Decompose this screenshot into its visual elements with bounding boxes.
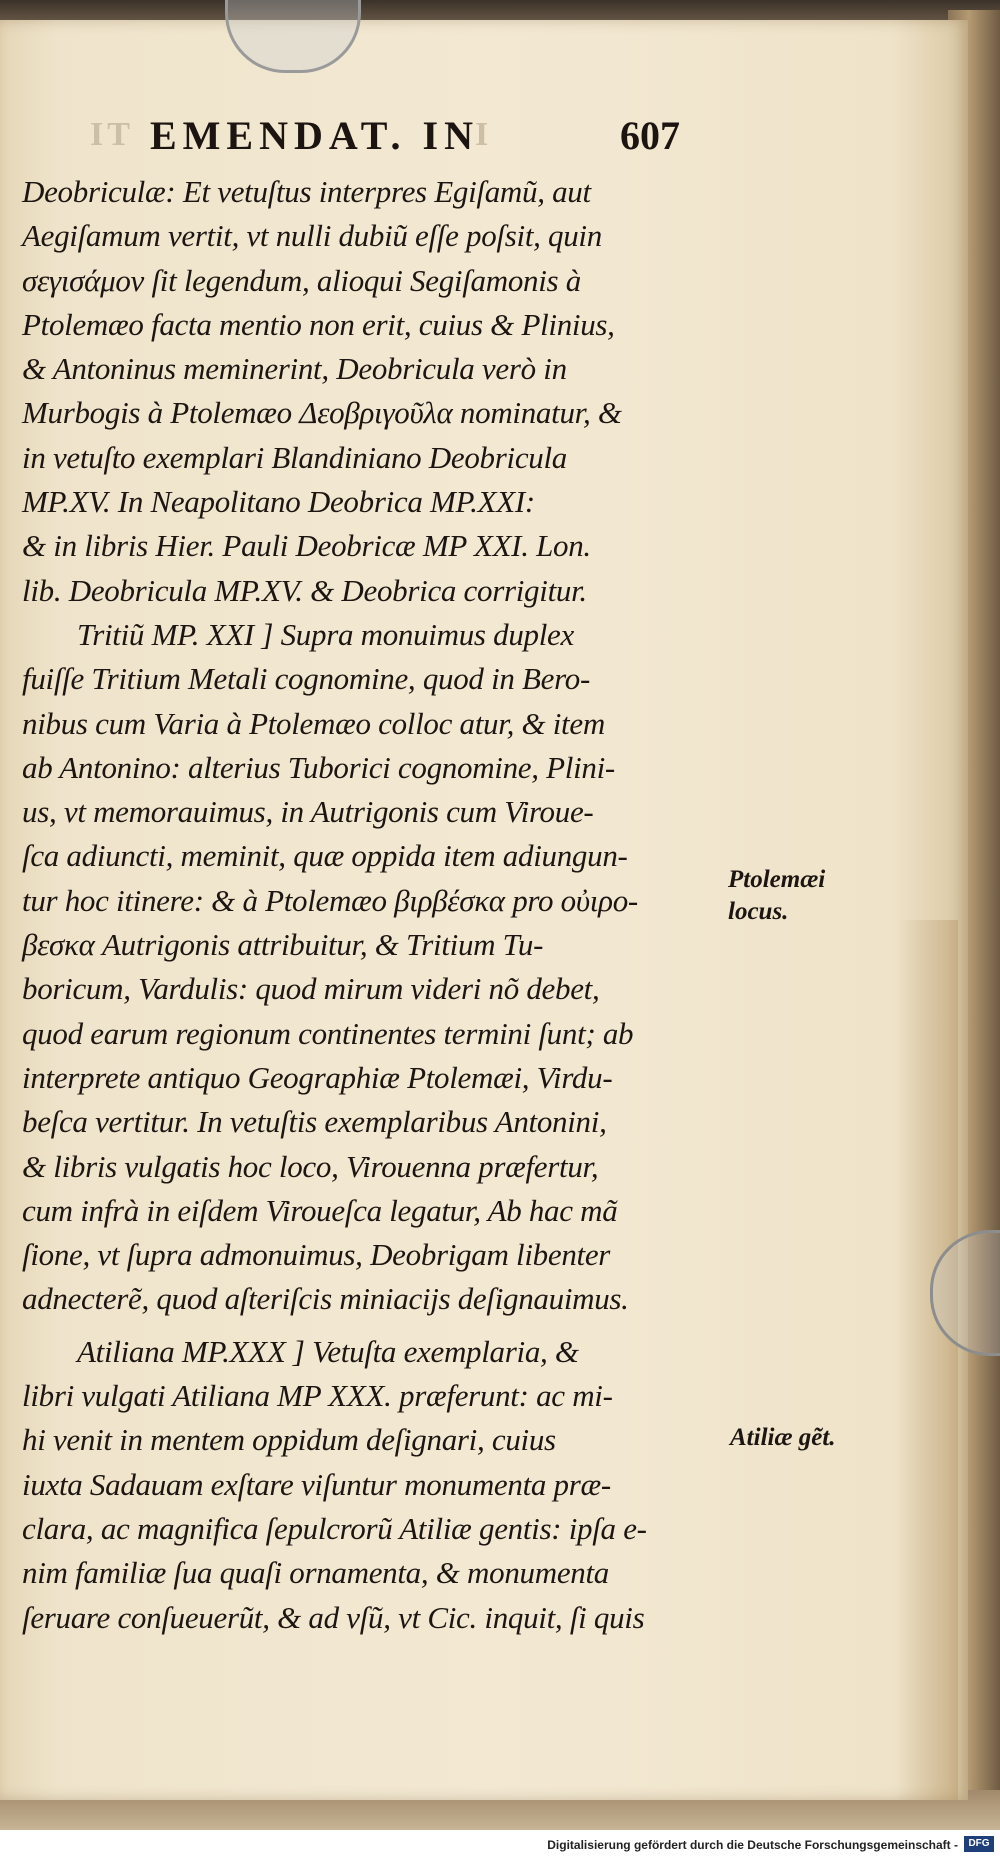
text-line: us, vt memorauimus, in Autrigonis cum Viroue- [22,794,594,830]
text-line: hi venit in mentem oppidum deſignari, cuius [22,1422,556,1458]
text-line: Tritiũ MP. XXI ] Supra monuimus duplex [77,616,574,652]
body-text [22,170,712,1640]
margin-note-line: Atiliæ gẽt. [730,1424,836,1451]
text-line: lib. Deobricula MP.XV. & Deobrica corrigitur. [22,572,587,608]
text-line: βεσκα Autrigonis attribuitur, & Tritium Tu- [22,927,544,963]
funding-credit: Digitalisierung gefördert durch die Deutsche Forschungsgemeinschaft - [547,1838,958,1852]
margin-note [730,1422,836,1454]
text-line: adnecterẽ, quod aſteriſcis miniacijs deſignauimus. [22,1281,629,1317]
text-line: Ptolemæo facta mentio non erit, cuius & Plinius, [22,306,615,342]
book-page [0,20,968,1800]
bleed-through-text: IT [90,116,134,153]
bleed-through-text: I [475,116,493,153]
text-line: cum infrà in eiſdem Viroueſca legatur, Ab hac mã [22,1192,618,1228]
text-line: ab Antonino: alterius Tuborici cognomine, Plini- [22,749,615,785]
page-header [90,108,710,168]
page-number: 607 [620,113,680,158]
text-line: beſca vertitur. In vetuſtis exemplaribus Antonini, [22,1104,607,1140]
text-line: nibus cum Varia à Ptolemæo colloc atur, & item [22,705,605,741]
dfg-logo: DFG [964,1836,994,1852]
text-line: boricum, Vardulis: quod mirum videri nõ debet, [22,971,600,1007]
text-line: σεγισάμον ſit legendum, alioqui Segiſamonis à [22,262,581,298]
text-line: & Antoninus meminerint, Deobricula verò in [22,351,567,387]
text-line: tur hoc itinere: & à Ptolemæo βιρβέσκα pro οὐιρο- [22,882,638,918]
page-stain [898,920,958,1800]
text-line: & in libris Hier. Pauli Deobricæ MP XXI. Lon. [22,528,591,564]
running-title: EMENDAT. IN [150,113,479,158]
text-line: & libris vulgatis hoc loco, Virouenna præfertur, [22,1148,599,1184]
text-line: MP.XV. In Neapolitano Deobrica MP.XXI: [22,484,535,520]
text-line: Aegiſamum vertit, vt nulli dubiũ eſſe poſsit, quin [22,218,602,254]
margin-note-line: Ptolemæi [728,866,826,893]
text-line: Atiliana MP.XXX ] Vetuſta exemplaria, & [77,1333,579,1369]
text-line: ſione, vt ſupra admonuimus, Deobrigam libenter [22,1237,611,1273]
text-line: ſeruare conſueuerũt, & ad vſũ, vt Cic. inquit, ſi quis [22,1599,645,1635]
margin-note-line: locus. [728,898,789,925]
paragraph-gap [22,1322,712,1330]
text-line: nim familiæ ſua quaſi ornamenta, & monumenta [22,1555,609,1591]
text-line: libri vulgati Atiliana MP XXX. præferunt: ac mi- [22,1378,613,1414]
text-line: iuxta Sadauam exſtare viſuntur monumenta præ- [22,1466,611,1502]
text-line: ſca adiuncti, meminit, quæ oppida item adiungun- [22,838,628,874]
text-line: quod earum regionum continentes termini ſunt; ab [22,1015,634,1051]
text-line: clara, ac magnifica ſepulcrorũ Atiliæ gentis: ipſa e- [22,1510,647,1546]
text-line: Murbogis à Ptolemæo Δεοβριγοῦλα nominatur, & [22,395,622,431]
text-line: interprete antiquo Geographiæ Ptolemæi, Virdu- [22,1059,613,1095]
text-line: fuiſſe Tritium Metali cognomine, quod in Bero- [22,661,590,697]
margin-note [728,864,825,928]
text-line: in vetuſto exemplari Blandiniano Deobricula [22,439,567,475]
text-line: Deobriculæ: Et vetuſtus interpres Egiſamũ, aut [22,174,591,209]
